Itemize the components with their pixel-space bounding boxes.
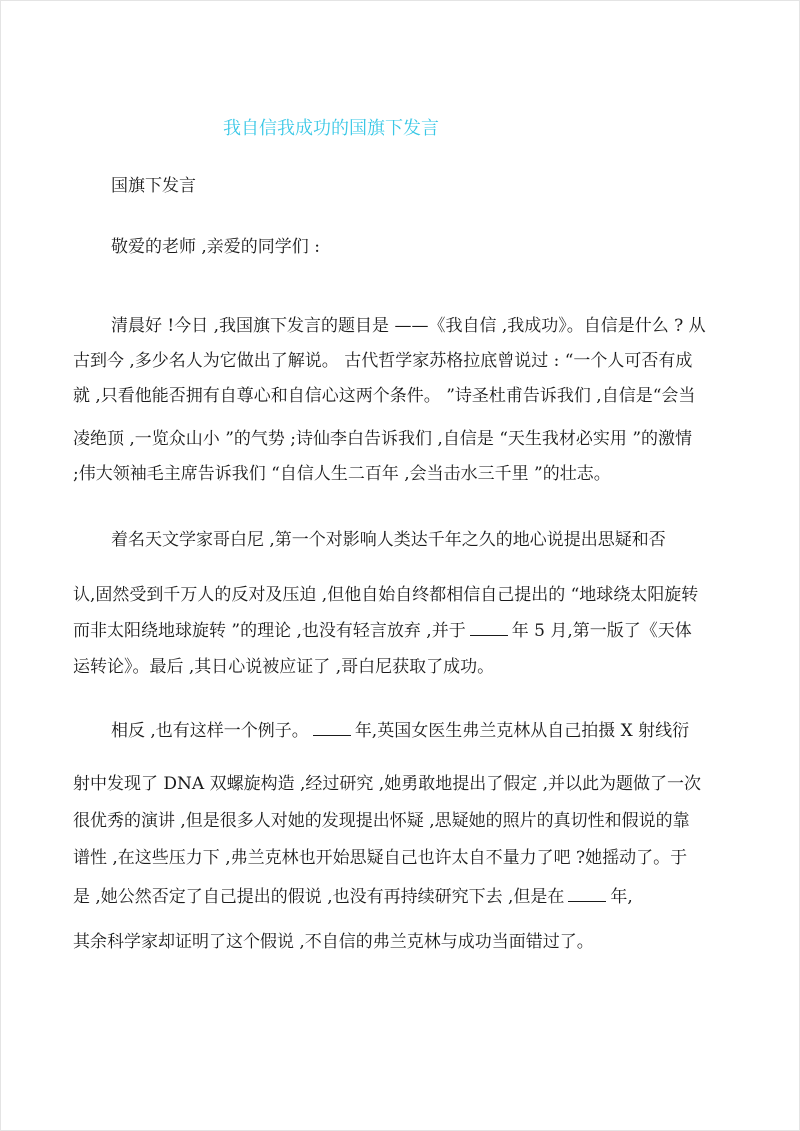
paragraph1-line1: 清晨好 !今日 ,我国旗下发言的题目是 ——《我自信 ,我成功》。自信是什么 ? 从 — [111, 316, 706, 336]
document-title: 我自信我成功的国旗下发言 — [223, 118, 439, 139]
paragraph3-line3: 很优秀的演讲 ,但是很多人对她的发现提出怀疑 ,思疑她的照片的真切性和假说的靠 — [73, 811, 690, 831]
paragraph3-line5-text-after: 年, — [610, 887, 633, 907]
paragraph2-line1: 着名天文学家哥白尼 ,第一个对影响人类达千年之久的地心说提出思疑和否 — [111, 530, 666, 550]
paragraph3-line4: 谱性 ,在这些压力下 ,弗兰克林也开始思疑自己也许太自不量力了吧 ?她摇动了。于 — [73, 848, 688, 868]
paragraph2-line3 — [73, 619, 692, 643]
paragraph2-line3-text-after: 年 5 月,第一版了《天体 — [511, 621, 692, 641]
paragraph3-line1 — [111, 719, 689, 743]
paragraph3-line6: 其余科学家却证明了这个假说 ,不自信的弗兰克林与成功当面错过了。 — [73, 932, 594, 952]
paragraph1-line4: 凌绝顶 ,一览众山小 ”的气势 ;诗仙李白告诉我们 ,自信是 “天生我材必实用 ”的激情 — [73, 429, 693, 449]
paragraph2-line4: 运转论》。最后 ,其日心说被应证了 ,哥白尼获取了成功。 — [73, 657, 495, 677]
year-blank-2 — [313, 721, 351, 736]
subtitle: 国旗下发言 — [111, 176, 196, 196]
paragraph3-line5-text-before: 是 ,她公然否定了自己提出的假说 ,也没有再持续研究下去 ,但是在 — [73, 887, 565, 907]
paragraph1-line2: 古到今 ,多少名人为它做出了解说。 古代哲学家苏格拉底曾说过 : “一个人可否有成 — [73, 351, 693, 371]
paragraph3-line5 — [73, 885, 633, 909]
paragraph3-line2: 射中发现了 DNA 双螺旋构造 ,经过研究 ,她勇敢地提出了假定 ,并以此为题做了一次 — [73, 774, 702, 794]
paragraph2-line2: 认,固然受到千万人的反对及压迫 ,但他自始自终都相信自己提出的 “地球绕太阳旋转 — [73, 585, 699, 605]
paragraph3-line1-text-after: 年,英国女医生弗兰克林从自己拍摄 X 射线衍 — [354, 721, 690, 741]
paragraph2-line3-text-before: 而非太阳绕地球旋转 ”的理论 ,也没有轻言放弃 ,并于 — [73, 621, 466, 641]
year-blank-3 — [568, 887, 606, 902]
paragraph1-line5: ;伟大领袖毛主席告诉我们 “自信人生二百年 ,会当击水三千里 ”的壮志。 — [73, 464, 611, 484]
year-blank-1 — [470, 621, 508, 636]
paragraph3-line1-text-before: 相反 ,也有这样一个例子。 — [111, 721, 309, 741]
paragraph1-line3: 就 ,只看他能否拥有自尊心和自信心这两个条件。 ”诗圣杜甫告诉我们 ,自信是“会当 — [73, 386, 696, 406]
greeting: 敬爱的老师 ,亲爱的同学们 : — [111, 237, 320, 257]
